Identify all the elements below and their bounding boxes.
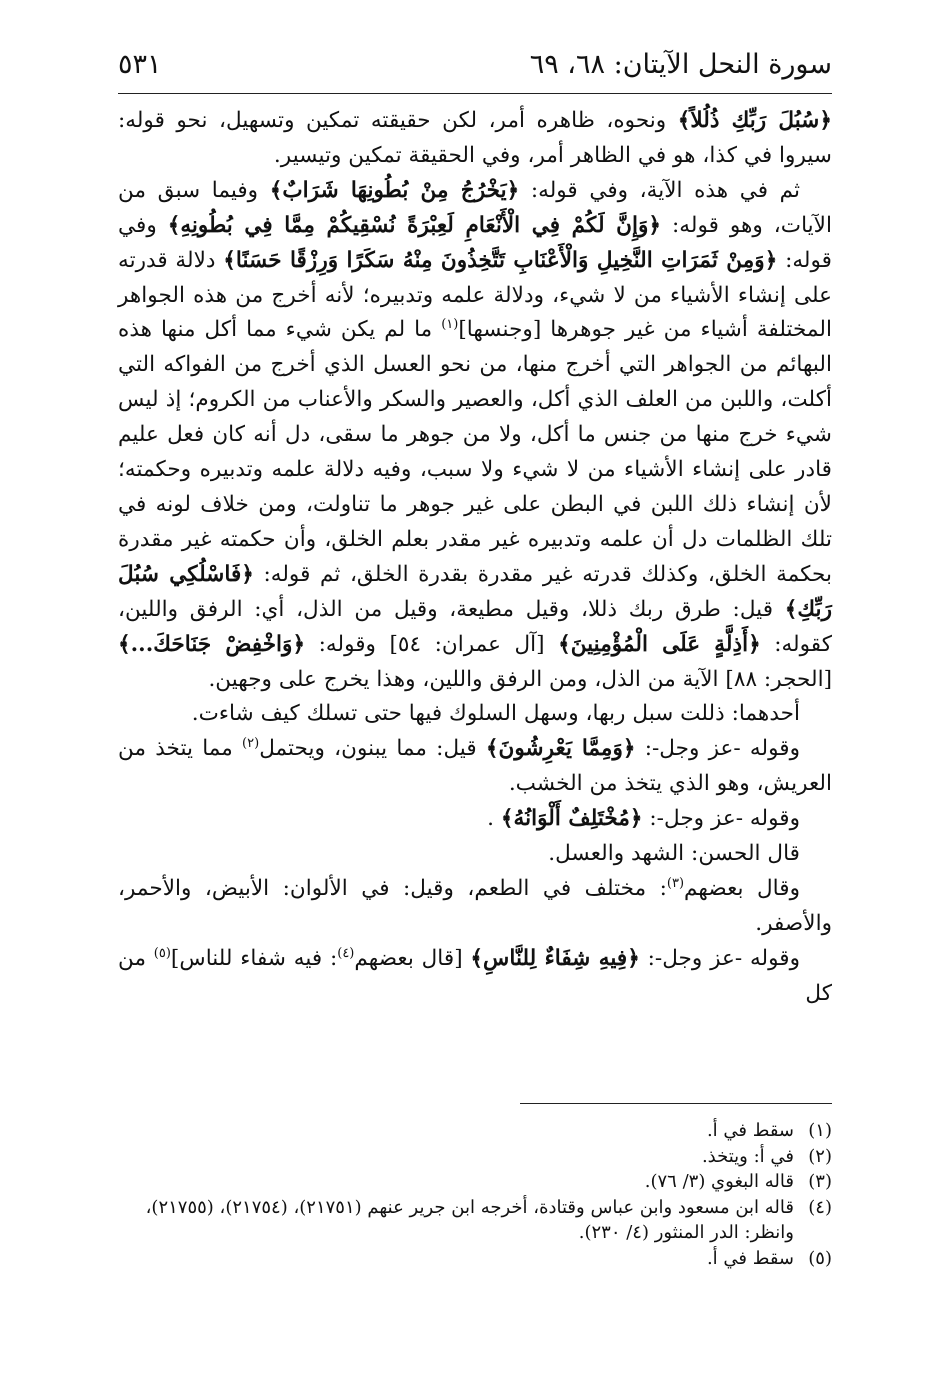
text-run: ثم في هذه الآية، وفي قوله: — [519, 177, 800, 203]
footnote-ref: (٥) — [153, 945, 171, 961]
footnote-number: (١) — [808, 1120, 832, 1141]
footnote — [118, 1195, 832, 1246]
running-header — [118, 38, 832, 90]
text-run: : فيه شفاء للناس] — [170, 945, 338, 971]
quran-quote: ﴿سُبُلَ رَبِّكِ ذُلُلاً﴾ — [677, 108, 832, 133]
paragraph — [118, 942, 832, 1012]
header-divider — [118, 93, 832, 94]
paragraph — [118, 872, 832, 942]
quran-quote: ﴿وَإِنَّ لَكُمْ فِي الْأَنْعَامِ لَعِبْرَةً نُسْقِيكُمْ مِمَّا فِي بُطُونِهِ﴾ — [167, 212, 662, 238]
quran-quote: ﴿يَخْرُجُ مِنْ بُطُونِهَا شَرَابٌ﴾ — [269, 177, 520, 203]
footnote-text: سقط في أ. — [706, 1120, 794, 1141]
footnote — [118, 1169, 832, 1195]
footnote-text: في أ: ويتخذ. — [701, 1145, 794, 1167]
footnote-number: (٣) — [808, 1171, 832, 1192]
footnote-divider — [520, 1103, 832, 1104]
paragraph — [118, 104, 832, 174]
text-run: [الحجر: ٨٨] الآية من الذل، ومن الرفق واللين، وهذا يخرج على وجهين. — [208, 666, 832, 692]
paragraph — [118, 174, 832, 698]
footnote-text: قاله ابن مسعود وابن عباس وقتادة، أخرجه ابن جرير عنهم (٢١٧٥١)، (٢١٧٥٤)، (٢١٧٥٥)، وانظر: الدر المنثور (٤/ ٢٣٠). — [145, 1196, 794, 1243]
footnote — [118, 1144, 832, 1170]
text-run: وفي قوله: — [118, 212, 832, 273]
paragraph — [118, 802, 832, 837]
text-run: وفيما سبق من الآيات، وهو قوله: — [118, 177, 832, 238]
quran-quote: ﴿مُخْتَلِفٌ أَلْوَانُهُ﴾ — [500, 806, 643, 832]
text-run: وقال بعضهم — [684, 875, 800, 901]
quran-quote: ﴿وَاخْفِضْ جَنَاحَكَ...﴾ — [118, 631, 306, 657]
footnote — [118, 1118, 832, 1144]
footnote-text: سقط في أ. — [706, 1247, 794, 1269]
paragraph — [118, 837, 832, 872]
paragraph — [118, 732, 832, 802]
text-run: مما يتخذ من العريش، وهو الذي يتخذ من الخشب. — [118, 736, 832, 797]
quran-quote: ﴿وَمِمَّا يَعْرِشُونَ﴾ — [485, 736, 636, 762]
footnote-ref: (٤) — [337, 945, 355, 961]
footnote-text: قاله البغوي (٣/ ٧٦). — [644, 1171, 794, 1192]
footnotes — [118, 1118, 832, 1271]
quran-quote: ﴿أَذِلَّةٍ عَلَى الْمُؤْمِنِينَ﴾ — [558, 631, 761, 657]
text-run: . — [487, 806, 501, 832]
text-run: أحدهما: ذللت سبل ربها، وسهل السلوك فيها حتى تسلك كيف شاءت. — [191, 701, 800, 727]
text-run: وقوله -عز وجل-: — [642, 806, 800, 832]
text-run: [آل عمران: ٥٤] وقوله: — [305, 631, 559, 657]
text-run: وقوله -عز وجل-: — [639, 945, 801, 971]
text-run: ما لم يكن شيء مما أكل منها هذه البهائم من الجواهر التي أخرج منها، من نحو العسل الذي أخرج من الفواكه التي أكلت، واللبن من العلف الذي أكل، والعصير والسكر والأعناب من الكروم؛ إذ ليس شيء خرج منها من جنس ما أكل، ولا من جوهر ما سقى، دل أنه كان فعل عليم قادر على إنشاء الأشياء من لا شيء ولا سبب، وفيه دلالة علمه وتدبيره وحكمته؛ لأن إنشاء ذلك اللبن في البطن على غير جوهر ما تناولت، ومن خلاف لونه في تلك الظلمات دل أن علمه وتدبيره غير مقدر بعلم الخلق، وأن حكمته غير مقدرة بحكمة الخلق، وكذلك قدرته غير مقدرة بقدرة الخلق، ثم قوله: — [118, 317, 832, 587]
text-run: قيل: طرق ربك ذللا، وقيل مطيعة، وقيل من الذل، أي: الرفق واللين، كقوله: — [118, 596, 832, 657]
text-run: دلالة قدرته على إنشاء الأشياء من لا شيء، ودلالة علمه وتدبيره؛ لأنه أخرج من هذه الجواهر المختلفة أشياء من غير جوهرها [وجنسها] — [118, 247, 832, 343]
paragraph — [118, 697, 832, 732]
text-run: [قال بعضهم — [354, 945, 471, 971]
quran-quote: ﴿فَاسْلُكِي سُبُلَ رَبِّكِ﴾ — [118, 561, 832, 622]
text-run: من كل — [118, 945, 832, 1006]
footnote-ref: (١) — [441, 317, 459, 333]
text-run: ونحوه، ظاهره أمر، لكن حقيقته تمكين وتسهيل، نحو قوله: سيروا في كذا، هو في الظاهر أمر، وفي الحقيقة تمكين وتيسير. — [118, 108, 832, 168]
page-number: ٥٣١ — [118, 48, 162, 80]
footnote-number: (٤) — [808, 1196, 832, 1218]
quran-quote: ﴿وَمِنْ ثَمَرَاتِ النَّخِيلِ وَالْأَعْنَابِ تَتَّخِذُونَ مِنْهُ سَكَرًا وَرِزْقًا حَسَنًا﴾ — [223, 247, 778, 273]
footnote-ref: (٣) — [666, 875, 685, 891]
footnote-number: (٥) — [808, 1247, 832, 1269]
footnote — [118, 1246, 832, 1272]
main-text — [118, 104, 832, 1012]
footnote-number: (٢) — [808, 1145, 832, 1167]
text-run: وقوله -عز وجل-: — [635, 736, 800, 762]
text-run: قال الحسن: الشهد والعسل. — [548, 841, 800, 867]
text-run: : مختلف في الطعم، وقيل: في الألوان: الأبيض، والأحمر، والأصفر. — [118, 875, 832, 936]
surah-title: سورة النحل الآيتان: ٦٨، ٦٩ — [529, 48, 832, 80]
text-run: قيل: مما يبنون، ويحتمل — [259, 736, 486, 762]
footnote-ref: (٢) — [242, 736, 260, 752]
quran-quote: ﴿فِيهِ شِفَاءٌ لِلنَّاسِ﴾ — [470, 945, 640, 971]
